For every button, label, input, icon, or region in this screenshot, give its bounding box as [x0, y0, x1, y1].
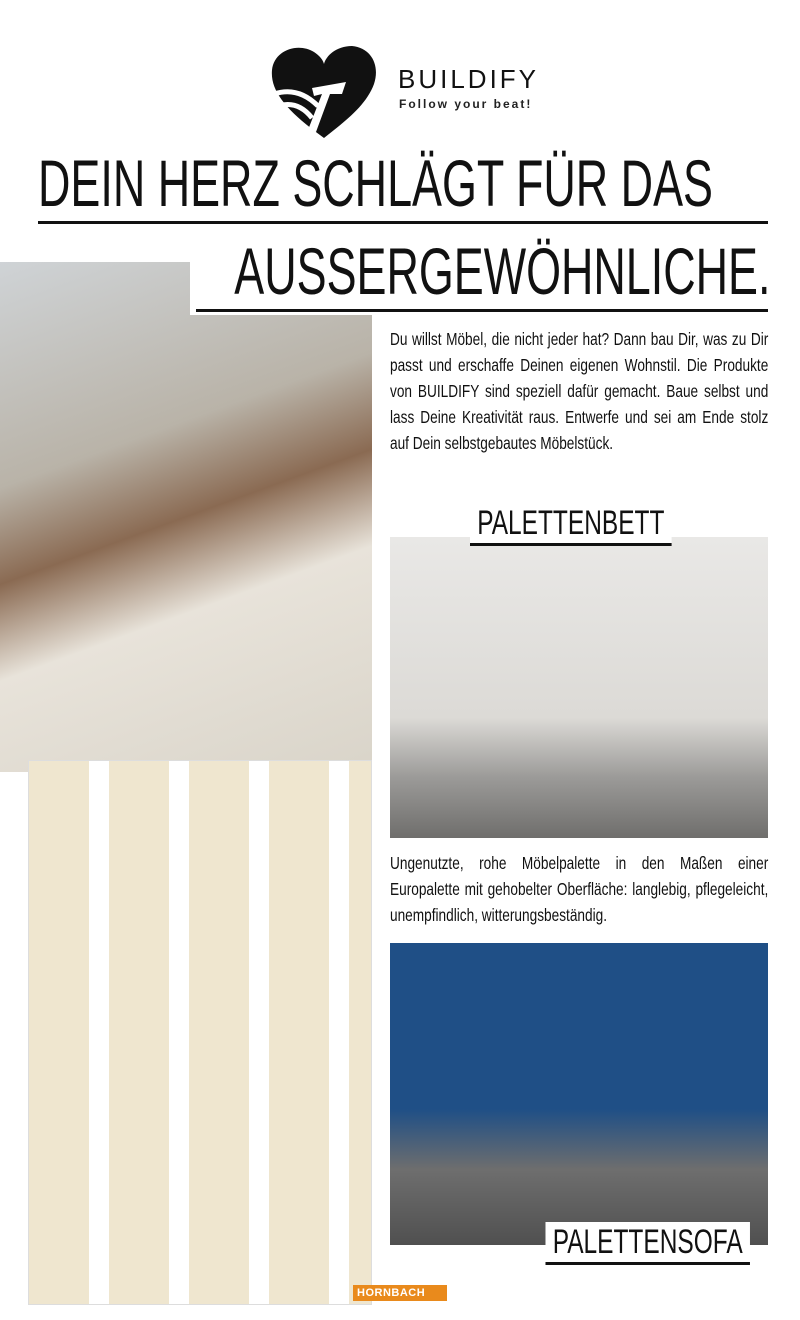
brand-tagline: Follow your beat! — [399, 97, 533, 111]
palettenbett-label: PALETTENBETT — [470, 503, 672, 546]
headline-rule-1 — [38, 221, 768, 224]
palettensofa-photo — [390, 943, 768, 1245]
palettensofa-label: PALETTENSOFA — [546, 1222, 750, 1265]
pallet-description: Ungenutzte, rohe Möbelpalette in den Maßen einer Europalette mit gehobelter Oberfläche: langlebig, pflegeleicht, unempfindlich, witterungsbeständig. — [390, 853, 769, 925]
intro-text: Du willst Möbel, die nicht jeder hat? Dann bau Dir, was zu Dir passt und erschaffe Deinen eigenen Wohnstil. Die Produkte von BUILDIFY sind speziell dafür gemacht. Baue selbst und lass Deine Kreativität raus. Entwerfe und sei am Ende stolz auf Dein selbstgebautes Möbelstück. — [390, 329, 769, 453]
palettenbett-photo — [390, 537, 768, 838]
brand-name: BUILDIFY — [398, 64, 540, 94]
heart-hammer-logo-icon — [268, 42, 380, 142]
euro-pallet-photo — [28, 760, 372, 1305]
headline-line-1: DEIN HERZ SCHLÄGT FÜR DAS — [38, 146, 713, 220]
hornbach-logo: HORNBACH — [353, 1285, 447, 1301]
craftsman-sanding-photo — [0, 262, 372, 772]
headline-line-2: AUSSERGEWÖHNLICHE. — [233, 234, 770, 308]
headline-rule-2 — [196, 309, 768, 312]
